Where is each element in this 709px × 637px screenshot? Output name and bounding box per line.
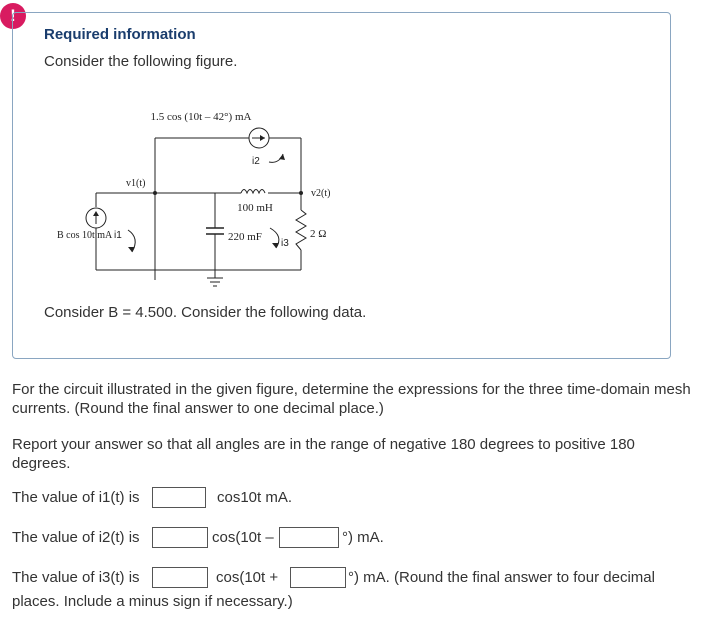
i3-label: i3: [281, 238, 289, 249]
question-text: For the circuit illustrated in the given figure, determine the expressions for the three time-domain mesh currents. (Round the final answer to one decimal place.): [12, 381, 691, 417]
i3-suffix: °) mA. (Round the final answer to four decimal: [348, 569, 655, 586]
i1-input[interactable]: [152, 487, 206, 508]
v1-label: v1(t): [126, 178, 146, 189]
i3-mid: cos(10t +: [216, 569, 279, 586]
angle-instruction: Report your answer so that all angles are in the range of negative 180 degrees to positive 180 degrees.: [12, 436, 635, 472]
capacitor-label: 220 mF: [228, 231, 262, 243]
i2-angle-input[interactable]: [279, 527, 339, 548]
i1-prompt: The value of i1(t) is: [12, 489, 140, 506]
left-source-label: B cos 10t mA: [57, 230, 113, 241]
i3-magnitude-input[interactable]: [152, 567, 208, 588]
v2-label: v2(t): [311, 188, 331, 199]
i2-prompt: The value of i2(t) is: [12, 529, 140, 546]
i1-suffix: cos10t mA.: [217, 489, 293, 506]
i2-suffix: °) mA.: [342, 529, 384, 546]
resistor: [296, 210, 306, 250]
info-consider: Consider B = 4.500. Consider the following data.: [44, 304, 367, 321]
i2-magnitude-input[interactable]: [152, 527, 208, 548]
i3-note: places. Include a minus sign if necessary.): [12, 593, 293, 610]
top-source-label: 1.5 cos (10t – 42°) mA: [150, 111, 252, 123]
info-intro: Consider the following figure.: [44, 53, 238, 70]
i3-prompt: The value of i3(t) is: [12, 569, 140, 586]
i3-angle-input[interactable]: [290, 567, 346, 588]
i1-label: i1: [114, 230, 122, 241]
inductor: [241, 190, 265, 194]
resistor-label: 2 Ω: [310, 228, 327, 240]
i2-label: i2: [252, 156, 260, 167]
inductor-label: 100 mH: [237, 202, 273, 214]
ground-icon: [207, 270, 223, 286]
i2-mid: cos(10t –: [212, 529, 274, 546]
info-title: Required information: [44, 26, 196, 43]
circuit-figure: [56, 100, 356, 300]
alert-icon: !: [0, 3, 26, 29]
